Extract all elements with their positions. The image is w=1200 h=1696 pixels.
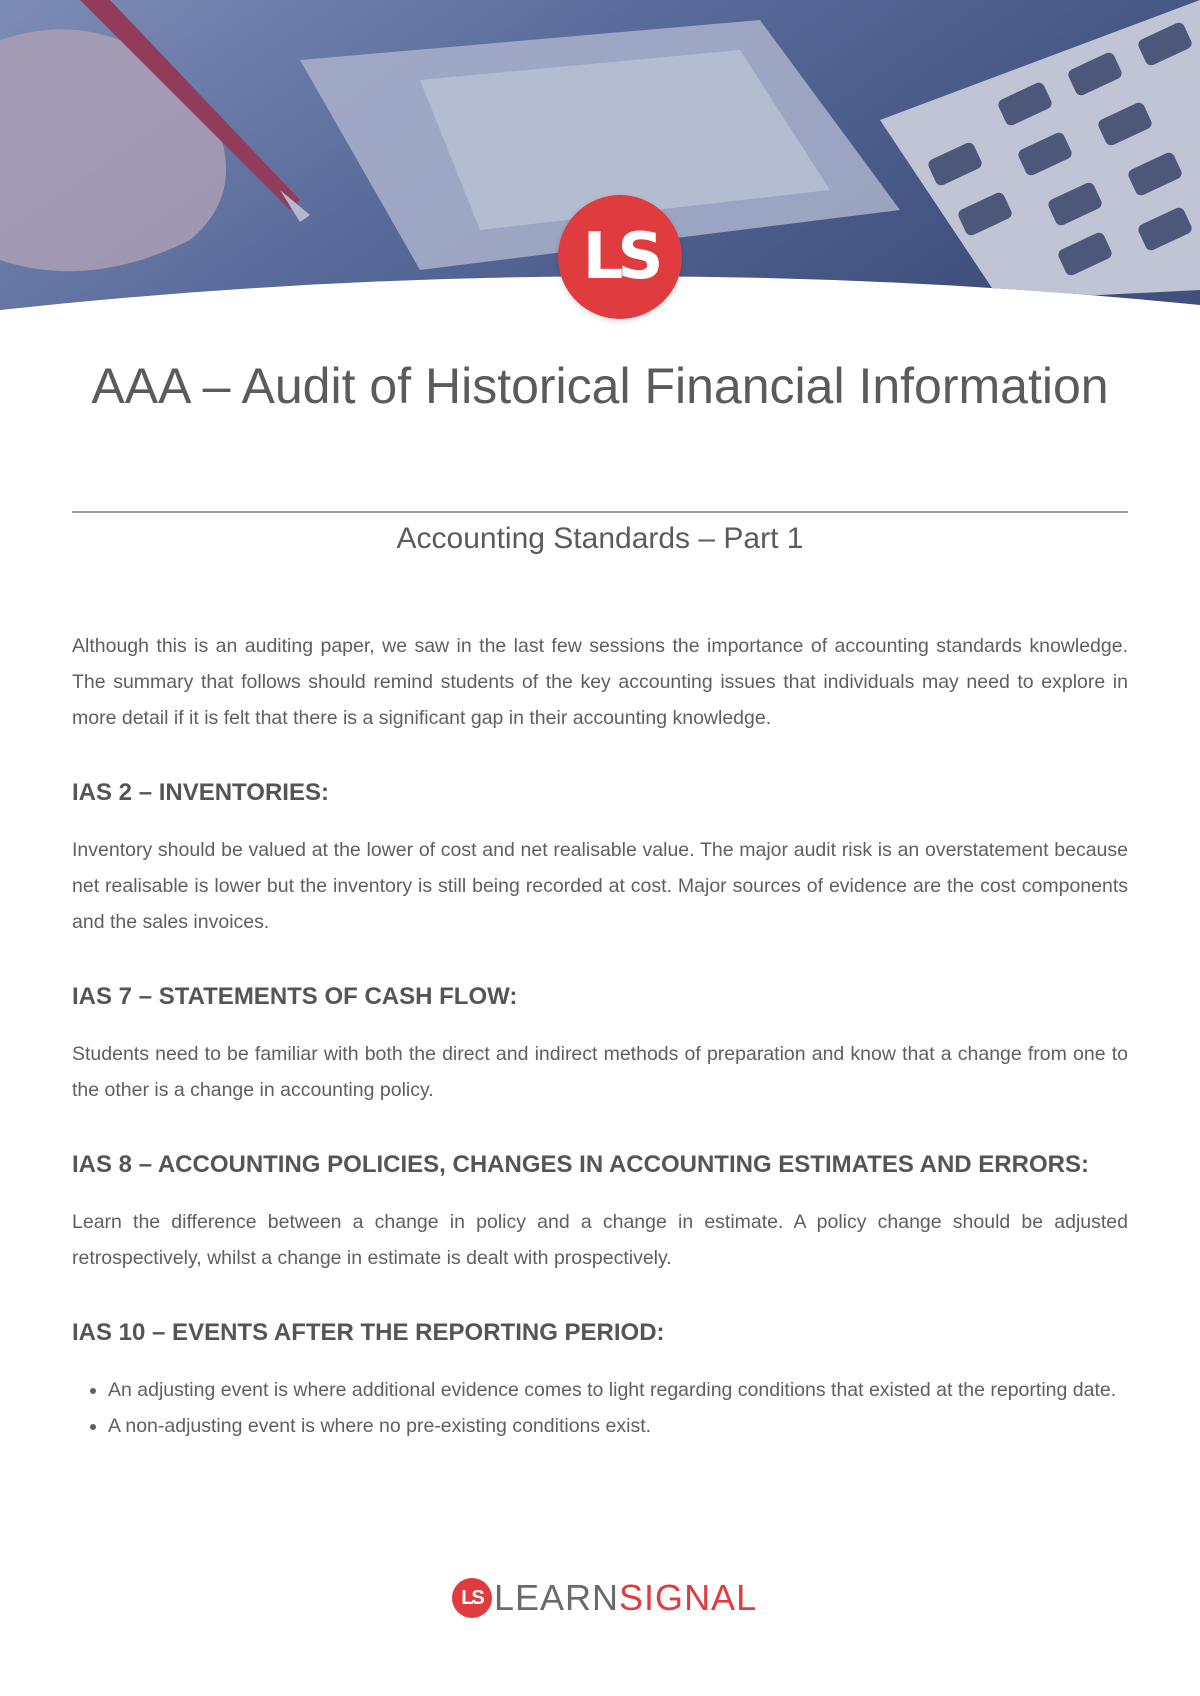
section-heading-ias10: IAS 10 – EVENTS AFTER THE REPORTING PERIOD: [72,1319,665,1346]
page-subtitle: Accounting Standards – Part 1 [396,522,804,555]
section-heading-ias8: IAS 8 – ACCOUNTING POLICIES, CHANGES IN ACCOUNTING ESTIMATES AND ERRORS: [72,1151,1089,1178]
footer-brand-logo [452,1576,757,1620]
logo-text: LS [582,220,658,294]
section-body-ias8: Learn the difference between a change in policy and a change in estimate. A policy change should be adjusted retrospectively, whilst a change in estimate is dealt with prospectively. [72,1211,1128,1269]
document-body [72,628,1128,1444]
section-body-ias2: Inventory should be valued at the lower of cost and net realisable value. The major audit risk is an overstatement because net realisable is lower but the inventory is still being recorded at cost. Major sources of evidence are the cost components and the sales invoices. [72,839,1128,933]
list-item: • An adjusting event is where additional evidence comes to light regarding conditions that existed at the reporting date. [108,1372,1128,1408]
section-heading-ias2: IAS 2 – INVENTORIES: [72,779,329,806]
header-banner [0,0,1200,330]
intro-paragraph: Although this is an auditing paper, we saw in the last few sessions the importance of accounting standards knowledge. The summary that follows should remind students of the key accounting issues that individuals may need to explore in more detail if it is felt that there is a significant gap in their accounting knowledge. [72,635,1128,729]
learnsignal-logo-badge [558,195,682,319]
footer-logo-badge: LS [452,1578,492,1618]
list-item: • A non-adjusting event is where no pre-existing conditions exist. [108,1408,1128,1444]
section-heading-ias7: IAS 7 – STATEMENTS OF CASH FLOW: [72,983,518,1010]
ias10-bullet-list [72,1372,1128,1444]
brand-learn: LEARN [494,1577,620,1618]
page-title: AAA – Audit of Historical Financial Information [91,358,1109,414]
section-body-ias7: Students need to be familiar with both the direct and indirect methods of preparation and know that a change from one to the other is a change in accounting policy. [72,1043,1128,1101]
title-divider [72,511,1128,513]
brand-signal: SIGNAL [619,1577,758,1618]
